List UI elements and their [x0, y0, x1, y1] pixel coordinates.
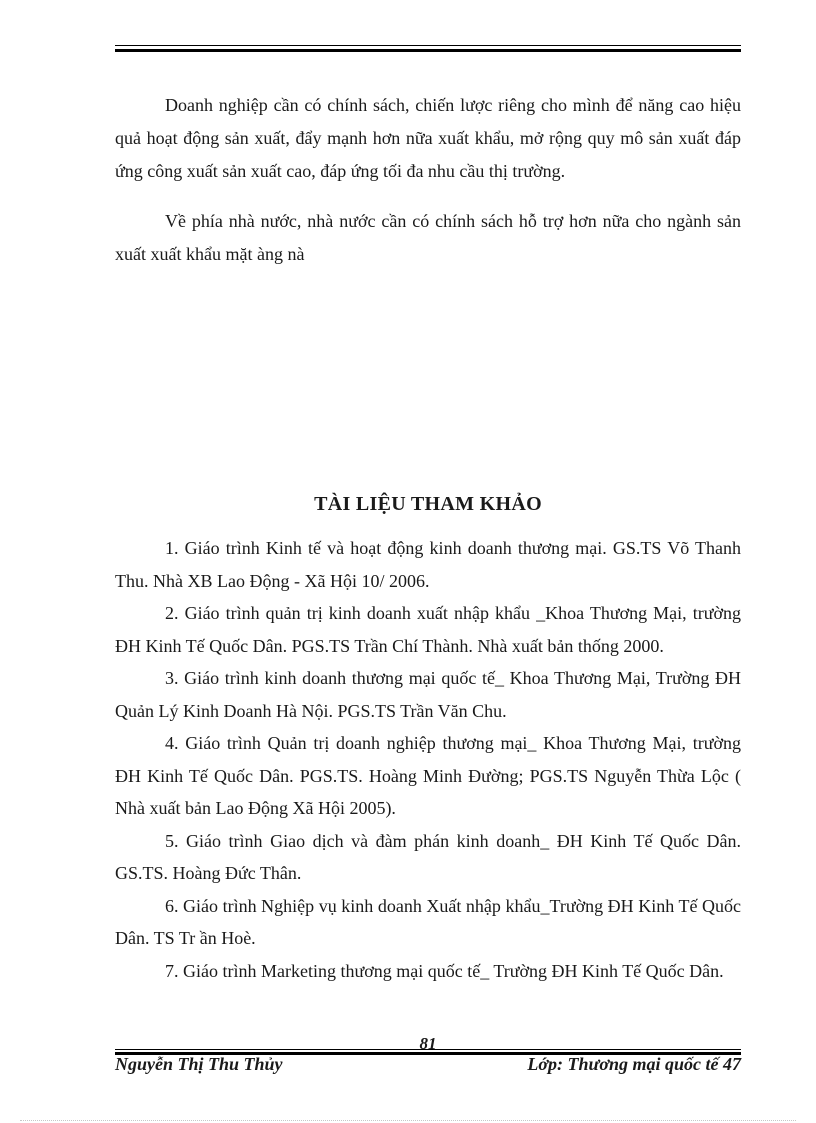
references-heading: TÀI LIỆU THAM KHẢO: [314, 493, 542, 515]
reference-item: 5. Giáo trình Giao dịch và đàm phán kinh doanh_ ĐH Kinh Tế Quốc Dân. GS.TS. Hoàng Đức Thân.: [115, 830, 741, 883]
reference-item: 1. Giáo trình Kinh tế và hoạt động kinh doanh thương mại. GS.TS Võ Thanh Thu. Nhà XB Lao Động - Xã Hội 10/ 2006.: [115, 538, 741, 591]
footer-author: Nguyễn Thị Thu Thủy: [115, 1054, 283, 1074]
footer-rule-thin: [115, 1049, 741, 1050]
reference-item: 4. Giáo trình Quản trị doanh nghiệp thương mại_ Khoa Thương Mại, trường ĐH Kinh Tế Quốc Dân. PGS.TS. Hoàng Minh Đường; PGS.TS Nguyễn Thừa Lộc ( Nhà xuất bản Lao Động Xã Hội 2005).: [115, 733, 741, 818]
page-number: 81: [419, 1034, 437, 1053]
header-rule: [115, 45, 741, 46]
body-paragraph-2: [115, 205, 741, 271]
body-paragraph-2-text: Về phía nhà nước, nhà nước cần có chính sách hỗ trợ hơn nữa cho ngành sản xuất xuất khẩu mặt àng nà: [115, 211, 741, 264]
reference-list: [115, 532, 741, 987]
reference-item: 3. Giáo trình kinh doanh thương mại quốc tế_ Khoa Thương Mại, Trường ĐH Quản Lý Kinh Doanh Hà Nội. PGS.TS Trần Văn Chu.: [115, 668, 741, 721]
page-edge-divider: [20, 1120, 796, 1121]
reference-item: 6. Giáo trình Nghiệp vụ kinh doanh Xuất nhập khẩu_Trường ĐH Kinh Tế Quốc Dân. TS Tr ần Hoè.: [115, 895, 741, 948]
body-paragraph-1: [115, 89, 741, 188]
body-paragraph-1-text: Doanh nghiệp cần có chính sách, chiến lược riêng cho mình để năng cao hiệu quả hoạt động sản xuất, đẩy mạnh hơn nữa xuất khẩu, mở rộng quy mô sản xuất đáp ứng công xuất sản xuất cao, đáp ứng tối đa nhu cầu thị trường.: [115, 95, 741, 181]
footer-class-label: Lớp: Thương mại quốc tế 47: [527, 1054, 741, 1074]
reference-item: 2. Giáo trình quản trị kinh doanh xuất nhập khẩu _Khoa Thương Mại, trường ĐH Kinh Tế Quốc Dân. PGS.TS Trần Chí Thành. Nhà xuất bản thống 2000.: [115, 603, 741, 656]
reference-item: 7. Giáo trình Marketing thương mại quốc tế_ Trường ĐH Kinh Tế Quốc Dân.: [165, 960, 724, 981]
